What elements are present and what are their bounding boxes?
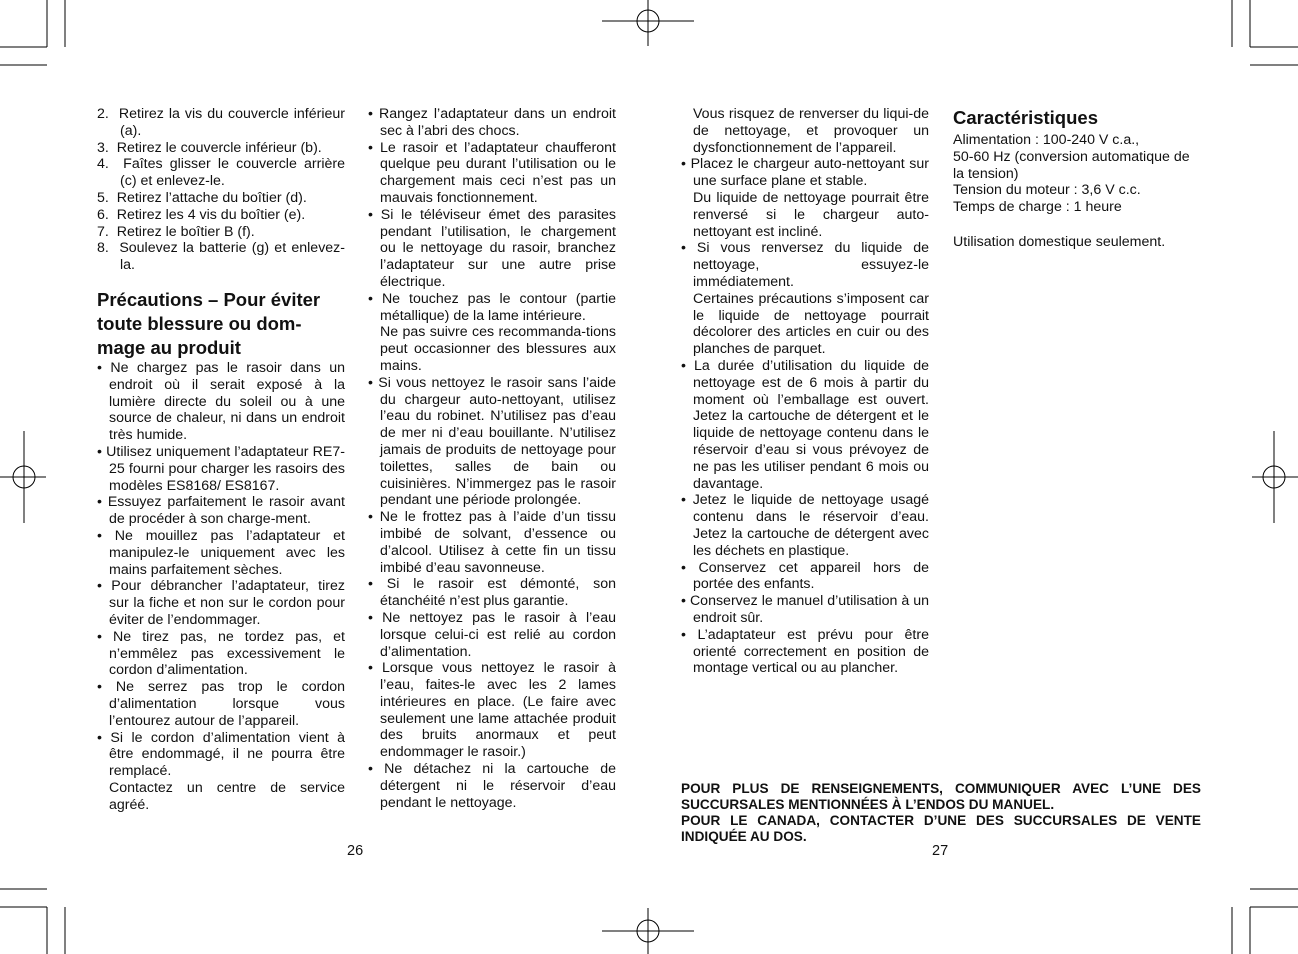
registration-target-right	[1252, 431, 1298, 523]
footer-notice	[681, 781, 1201, 845]
disassembly-steps	[97, 106, 345, 274]
spec-line: Temps de charge : 1 heure	[953, 199, 1122, 216]
list-item: • Pour débrancher l’adaptateur, tirez sur la fiche et non sur le cordon pour éviter de l’endommager.	[97, 578, 345, 628]
footer-line: POUR PLUS DE RENSEIGNEMENTS, COMMUNIQUER AVEC L’UNE DES SUCCURSALES MENTIONNÉES À L’ENDOS DU MANUEL.	[681, 781, 1201, 812]
list-item-subtext: Du liquide de nettoyage pourrait être renversé si le chargeur auto-nettoyant est incliné.	[693, 189, 929, 240]
precautions-heading: Précautions – Pour éviter toute blessure ou dom-mage au produit	[97, 288, 321, 358]
footer-line: POUR LE CANADA, CONTACTER D’UNE DES SUCCURSALES DE VENTE INDIQUÉE AU DOS.	[681, 813, 1201, 844]
list-item: • Ne tirez pas, ne tordez pas, et n’emmêlez pas excessivement le cordon d’alimentation.	[97, 628, 345, 679]
list-item: • Ne chargez pas le rasoir dans un endroit où il serait exposé à la lumière directe du soleil ou à une source de chaleur, ni dans un endroit très humide.	[97, 359, 345, 444]
list-item: • Essuyez parfaitement le rasoir avant de procéder à son charge-ment.	[97, 494, 345, 528]
domestic-use-note: Utilisation domestique seulement.	[953, 233, 1166, 250]
step-item: 3. Retirez le couvercle inférieur (b).	[97, 139, 322, 156]
precautions-list-continued	[368, 106, 616, 811]
list-item: • Jetez le liquide de nettoyage usagé contenu dans le réservoir d’eau. Jetez la cartouche de détergent avec les déchets en plastique.	[681, 492, 929, 559]
step-item: 4. Faîtes glisser le couvercle arrière (c) et enlevez-le.	[97, 156, 345, 190]
list-item: • L’adaptateur est prévu pour être orienté correctement en position de montage vertical ou au plancher.	[681, 626, 929, 677]
list-item: • Conservez le manuel d’utilisation à un endroit sûr.	[681, 593, 929, 626]
list-item: • Utilisez uniquement l’adaptateur RE7-25 fourni pour charger les rasoirs des modèles ES8168/ ES8167.	[97, 443, 345, 494]
list-item: • Ne le frottez pas à l’aide d’un tissu imbibé de solvant, d’essence ou d’alcool. Utilisez à cette fin un tissu imbibé d’eau savonneuse.	[368, 509, 616, 576]
precautions-list	[97, 360, 345, 814]
list-item: • Placez le chargeur auto-nettoyant sur une surface plane et stable. Du liquide de nettoyage pourrait être renversé si le chargeur auto-nettoyant est incliné.	[681, 156, 929, 240]
list-item-subtext: Ne pas suivre ces recommanda-tions peut occasionner des blessures aux mains.	[380, 324, 616, 374]
step-item: 7. Retirez le boîtier B (f).	[97, 223, 255, 240]
registration-target-top	[602, 0, 694, 46]
spec-line: Alimentation : 100-240 V c.a.,	[953, 132, 1140, 148]
list-item: • Si le téléviseur émet des parasites pendant l’utilisation, le chargement ou le nettoyage du rasoir, branchez l’adaptateur sur une autre prise électrique.	[368, 206, 616, 290]
list-item: • Le rasoir et l’adaptateur chaufferont quelque peu durant l’utilisation ou le chargement mais ceci n’est pas un mauvais fonctionnement.	[368, 139, 616, 206]
spec-line: 50-60 Hz (conversion automatique de la tension)	[953, 148, 1190, 182]
step-item: 6. Retirez les 4 vis du boîtier (e).	[97, 206, 306, 223]
list-item: • Conservez cet appareil hors de portée des enfants.	[681, 559, 929, 593]
specifications-list	[953, 132, 1203, 216]
step-item: 8. Soulevez la batterie (g) et enlevez-la.	[97, 240, 345, 274]
list-item: • Rangez l’adaptateur dans un endroit sec à l’abri des chocs.	[368, 106, 616, 139]
list-item: • Si le cordon d’alimentation vient à être endommagé, il ne pourra être remplacé. Contactez un centre de service agréé.	[97, 729, 345, 813]
list-item: • Ne détachez ni la cartouche de détergent ni le réservoir d’eau pendant le nettoyage.	[368, 761, 616, 811]
page-number-right: 27	[932, 843, 949, 859]
right-column-1	[681, 106, 929, 677]
spec-line: Tension du moteur : 3,6 V c.c.	[953, 182, 1141, 199]
list-item: • Ne nettoyez pas le rasoir à l’eau lorsque celui-ci est relié au cordon d’alimentation.	[368, 609, 616, 660]
list-item-subtext: Certaines précautions s’imposent car le liquide de nettoyage pourrait décolorer des articles en cuir ou des planches de parquet.	[693, 290, 929, 358]
step-item: 5. Retirez l’attache du boîtier (d).	[97, 189, 307, 206]
registration-target-bottom	[602, 908, 694, 954]
list-item: • La durée d’utilisation du liquide de nettoyage est de 6 mois à partir du moment où l’emballage est ouvert. Jetez la cartouche de détergent et le liquide de nettoyage contenu dans le réservoir d’eau si vous prévoyez de ne pas les utiliser pendant 6 mois ou davantage.	[681, 357, 929, 492]
right-column-2	[953, 106, 1203, 251]
care-list	[681, 156, 929, 677]
list-item: • Si vous nettoyez le rasoir sans l’aide du chargeur auto-nettoyant, utilisez l’eau du robinet. N’utilisez pas d’eau de mer ni d’eau bouillante. N’utilisez jamais de produits de nettoyage pour toilettes, salles de bain ou cuisinières. N’immergez pas le rasoir pendant une période prolongée.	[368, 374, 616, 509]
list-item-subtext: Contactez un centre de service agréé.	[109, 779, 345, 813]
list-item: • Lorsque vous nettoyez le rasoir à l’eau, faites-le avec les 2 lames intérieures en place. (Le faire avec seulement une lame attachée produit des bruits anormaux et peut endommager le rasoir.)	[368, 660, 616, 761]
left-column-1	[97, 106, 345, 813]
specifications-heading: Caractéristiques	[953, 107, 1098, 128]
list-item: • Ne serrez pas trop le cordon d’alimentation lorsque vous l’entourez autour de l’appareil.	[97, 679, 345, 729]
step-item: 2. Retirez la vis du couvercle inférieur (a).	[97, 106, 345, 139]
list-item: • Si vous renversez du liquide de nettoyage, essuyez-le immédiatement. Certaines précautions s’imposent car le liquide de nettoyage pourrait décolorer des articles en cuir ou des planches de parquet.	[681, 240, 929, 358]
list-item: • Ne mouillez pas l’adaptateur et manipulez-le uniquement avec les mains parfaitement sèches.	[97, 527, 346, 578]
page-number-left: 26	[347, 843, 364, 859]
left-column-2	[368, 106, 616, 811]
registration-target-left	[0, 431, 46, 523]
continued-paragraph: Vous risquez de renverser du liqui-de de nettoyage, et provoquer un dysfonctionnement de l’appareil.	[693, 106, 929, 156]
list-item: • Ne touchez pas le contour (partie métallique) de la lame intérieure. Ne pas suivre ces recommanda-tions peut occasionner des blessures aux mains.	[368, 290, 616, 374]
list-item: • Si le rasoir est démonté, son étanchéité n’est plus garantie.	[368, 576, 616, 610]
